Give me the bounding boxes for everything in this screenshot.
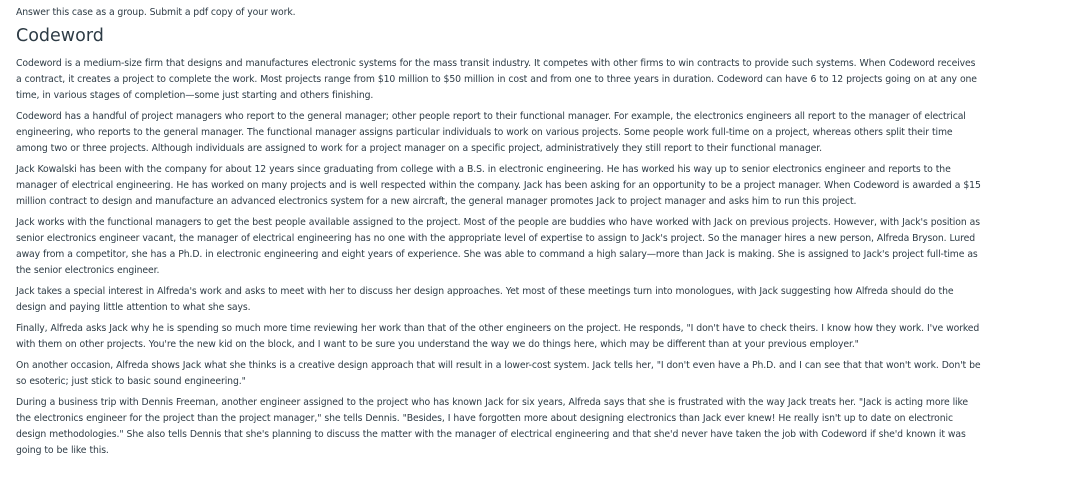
- case-title: Codeword: [16, 26, 104, 46]
- case-paragraph: Jack takes a special interest in Alfreda's work and asks to meet with her to discuss her design approaches. Yet most of these meetings turn into monologues, with Jack suggesting how Alfreda should do the design and paying little attention to what she says.: [16, 286, 954, 313]
- case-paragraph: During a business trip with Dennis Freeman, another engineer assigned to the project who has known Jack for six years, Alfreda says that she is frustrated with the way Jack treats her. "Jack is acting more like the electronics engineer for the project than the project manager," she tells Dennis. "Besides, I have forgotten more about designing electronics than Jack ever knew! He really isn't up to date on electronic design methodologies." She also tells Dennis that she's planning to discuss the matter with the manager of electrical engineering and that she'd never have taken the job with Codeword if she'd known it was going to be like this.: [16, 397, 969, 456]
- case-paragraph: Jack works with the functional managers to get the best people available assigned to the project. Most of the people are buddies who have worked with Jack on previous projects. However, with Jack's position as senior electronics engineer vacant, the manager of electrical engineering has no one with the appropriate level of expertise to assign to Jack's project. So the manager hires a new person, Alfreda Bryson. Lured away from a competitor, she has a Ph.D. in electronic engineering and eight years of experience. She was able to command a high salary—more than Jack is making. She is assigned to Jack's project full-time as the senior electronics engineer.: [16, 217, 980, 276]
- case-body: [16, 56, 981, 459]
- case-paragraph: Codeword is a medium-size firm that designs and manufactures electronic systems for the mass transit industry. It competes with other firms to win contracts to provide such systems. When Codeword receives a contract, it creates a project to complete the work. Most projects range from $10 million to $50 million in cost and from one to three years in duration. Codeword can have 6 to 12 projects going on at any one time, in various stages of completion—some just starting and others finishing.: [16, 58, 977, 101]
- case-paragraph: Finally, Alfreda asks Jack why he is spending so much more time reviewing her work than that of the other engineers on the project. He responds, "I don't have to check theirs. I know how they work. I've worked with them on other projects. You're the new kid on the block, and I want to be sure you understand the way we do things here, which may be different than at your previous employer.": [16, 323, 980, 350]
- assignment-instruction: Answer this case as a group. Submit a pdf copy of your work.: [16, 7, 296, 18]
- case-paragraph: Codeword has a handful of project managers who report to the general manager; other people report to their functional manager. For example, the electronics engineers all report to the manager of electrical engineering, who reports to the general manager. The functional manager assigns particular individuals to work on various projects. Some people work full-time on a project, whereas others split their time among two or three projects. Although individuals are assigned to work for a project manager on a specific project, administratively they still report to their functional manager.: [16, 111, 966, 154]
- case-paragraph: On another occasion, Alfreda shows Jack what she thinks is a creative design approach that will result in a lower-cost system. Jack tells her, "I don't even have a Ph.D. and I can see that that won't work. Don't be so esoteric; just stick to basic sound engineering.": [16, 360, 981, 387]
- case-paragraph: Jack Kowalski has been with the company for about 12 years since graduating from college with a B.S. in electronic engineering. He has worked his way up to senior electronics engineer and reports to the manager of electrical engineering. He has worked on many projects and is well respected within the company. Jack has been asking for an opportunity to be a project manager. When Codeword is awarded a $15 million contract to design and manufacture an advanced electronics system for a new aircraft, the general manager promotes Jack to project manager and asks him to run this project.: [16, 164, 981, 207]
